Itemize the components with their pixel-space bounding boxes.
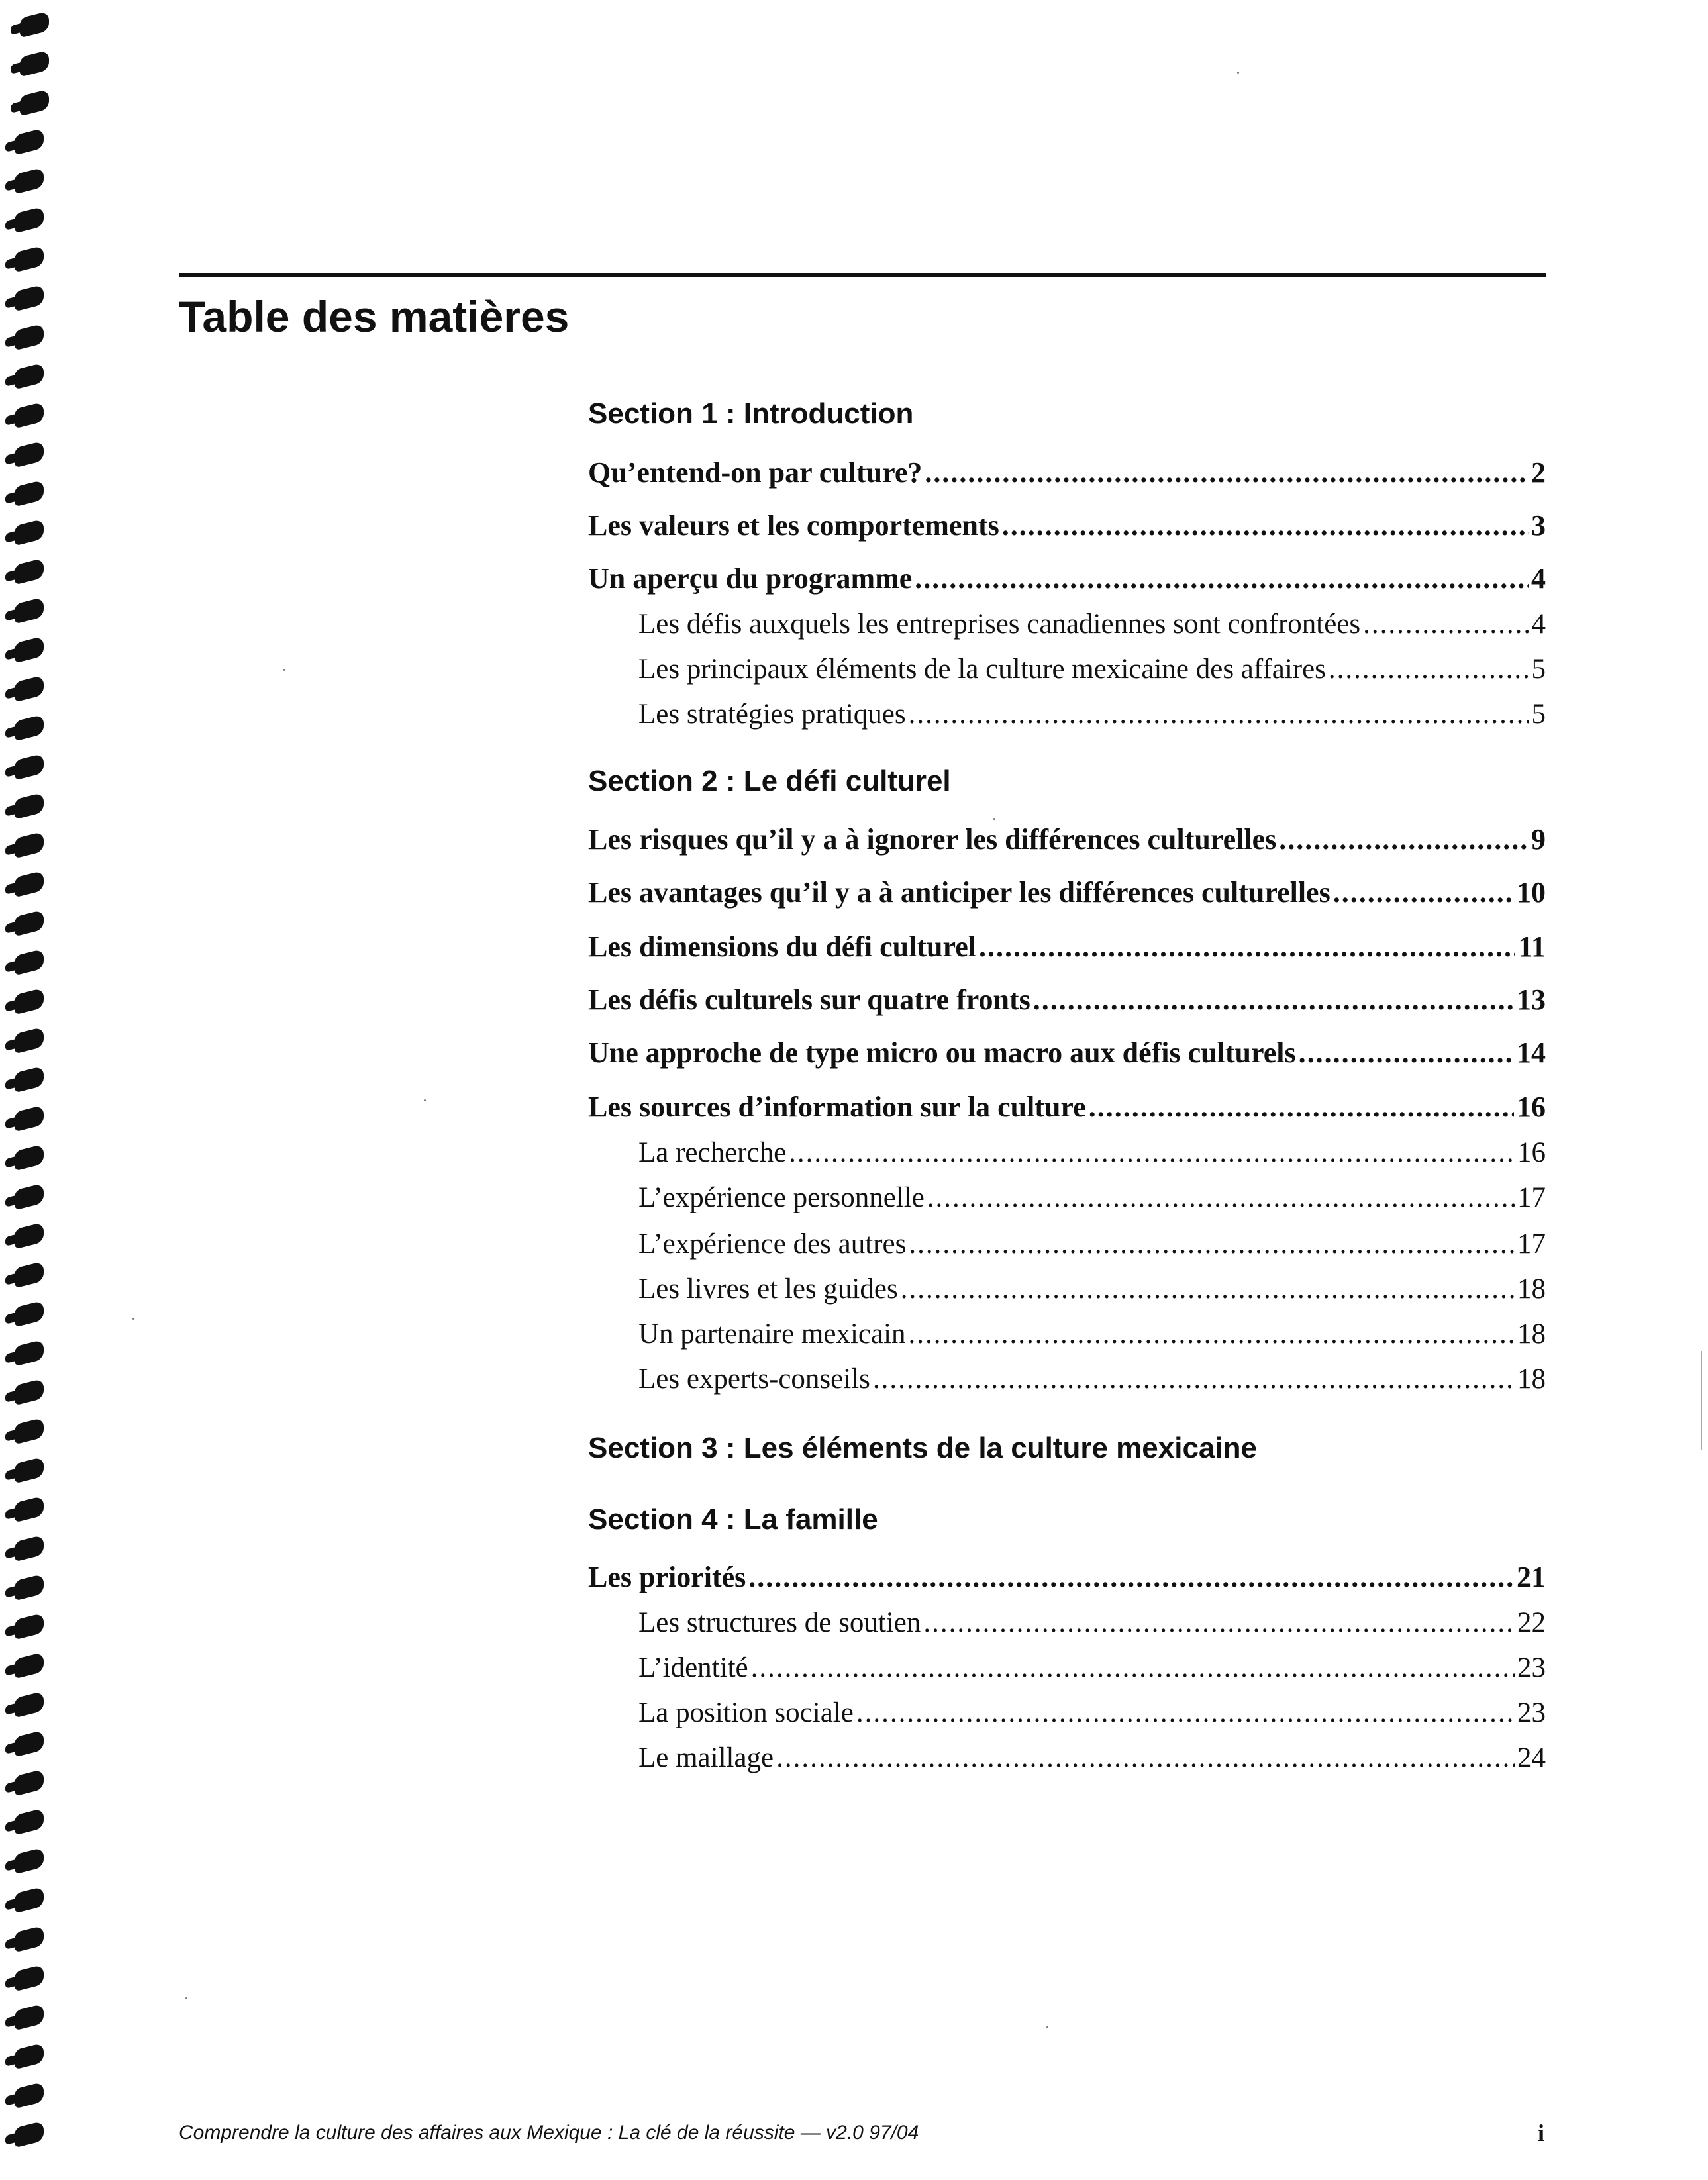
binding-ring [15,402,44,429]
binding-ring [15,1183,44,1211]
section-heading-2: Section 2 : Le défi culturel [588,765,951,797]
toc-subentry[interactable]: L’identité ..... 23 [588,1652,1546,1684]
toc-subentry[interactable]: Un partenaire mexicain ..... 18 [588,1318,1546,1350]
scan-speck [1046,2026,1048,2028]
scan-speck [132,1318,134,1320]
binding-ring [15,1535,44,1562]
toc-entry[interactable]: Les valeurs et les comportements ..... 3 [588,509,1546,542]
binding-ring [15,1848,44,1875]
scan-speck [283,669,285,671]
toc-subentry[interactable]: L’expérience des autres ..... 17 [588,1228,1546,1260]
binding-ring [15,2121,44,2148]
toc-subentry[interactable]: Les défis auxquels les entreprises canadiennes sont confrontées ..... 4 [588,608,1546,640]
binding-ring [15,246,44,273]
toc-subentry[interactable]: La position sociale ..... 23 [588,1697,1546,1729]
binding-ring [15,636,44,664]
binding-ring [15,1926,44,1953]
binding-ring [15,793,44,820]
toc-subentry[interactable]: Les livres et les guides ..... 18 [588,1273,1546,1305]
binding-ring [15,1965,44,1992]
toc-subentry[interactable]: La recherche ..... 16 [588,1136,1546,1169]
binding-ring [15,1808,44,1836]
binding-ring [15,441,44,468]
binding-ring [15,1887,44,1914]
page-title: Table des matières [179,292,570,341]
binding-ring [15,128,44,156]
binding-ring [15,1691,44,1718]
scan-speck [185,1997,187,1999]
binding-ring [15,988,44,1015]
toc-entry[interactable]: Les sources d’information sur la culture ..... 16 [588,1090,1546,1124]
binding-ring [20,89,49,117]
binding-ring [20,11,49,38]
binding-ring [15,1301,44,1328]
binding-ring [15,1027,44,1054]
toc-subentry[interactable]: Les experts-conseils ..... 18 [588,1363,1546,1395]
binding-ring [15,1144,44,1171]
binding-ring [15,1262,44,1289]
toc-entry[interactable]: Les avantages qu’il y a à anticiper les différences culturelles ..... 10 [588,875,1546,909]
spiral-binding [12,0,52,2180]
toc-entry[interactable]: Les défis culturels sur quatre fronts ..... 13 [588,983,1546,1016]
toc-entry[interactable]: Les dimensions du défi culturel ..... 11 [588,930,1546,964]
table-of-contents [588,0,1546,2180]
scan-speck [424,1099,426,1101]
binding-ring [15,832,44,859]
binding-ring [15,1418,44,1445]
binding-ring [15,1652,44,1679]
binding-ring [15,754,44,781]
section-heading-3: Section 3 : Les éléments de la culture mexicaine [588,1432,1257,1464]
binding-ring [15,910,44,937]
binding-ring [20,50,49,77]
toc-subentry[interactable]: L’expérience personnelle ..... 17 [588,1181,1546,1214]
binding-ring [15,363,44,390]
binding-ring [15,558,44,585]
footer-page-number: i [1538,2120,1545,2146]
binding-ring [15,1222,44,1250]
binding-ring [15,715,44,742]
binding-ring [15,1340,44,1367]
binding-ring [15,324,44,351]
toc-entry[interactable]: Un aperçu du programme ..... 4 [588,562,1546,595]
footer-text: Comprendre la culture des affaires aux Mexique : La clé de la réussite — v2.0 97/04 [179,2122,919,2144]
scan-speck [993,818,995,820]
binding-ring [15,675,44,703]
toc-subentry[interactable]: Les principaux éléments de la culture mexicaine des affaires ..... 5 [588,653,1546,685]
section-heading-4: Section 4 : La famille [588,1503,878,1536]
binding-ring [15,871,44,898]
binding-ring [15,2082,44,2109]
toc-entry[interactable]: Qu’entend-on par culture? ..... 2 [588,456,1546,489]
binding-ring [15,1730,44,1758]
binding-ring [15,1769,44,1797]
binding-ring [15,1496,44,1523]
binding-ring [15,207,44,234]
page-edge-line [1701,1351,1702,1450]
binding-ring [15,1613,44,1640]
binding-ring [15,2004,44,2031]
binding-ring [15,1379,44,1406]
toc-entry[interactable]: Les risques qu’il y a à ignorer les différences culturelles ..... 9 [588,822,1546,856]
binding-ring [15,597,44,624]
toc-entry[interactable]: Les priorités ..... 21 [588,1560,1546,1594]
binding-ring [15,1457,44,1484]
binding-ring [15,285,44,312]
binding-ring [15,1574,44,1601]
section-heading-1: Section 1 : Introduction [588,397,914,430]
toc-subentry[interactable]: Les stratégies pratiques ..... 5 [588,698,1546,730]
binding-ring [15,2043,44,2070]
toc-subentry[interactable]: Les structures de soutien ..... 22 [588,1607,1546,1639]
binding-ring [15,949,44,976]
binding-ring [15,519,44,546]
binding-ring [15,480,44,507]
scan-speck [1237,72,1239,74]
binding-ring [15,1066,44,1093]
binding-ring [15,1105,44,1132]
toc-entry[interactable]: Une approche de type micro ou macro aux défis culturels ..... 14 [588,1036,1546,1069]
toc-subentry[interactable]: Le maillage ..... 24 [588,1742,1546,1774]
binding-ring [15,168,44,195]
